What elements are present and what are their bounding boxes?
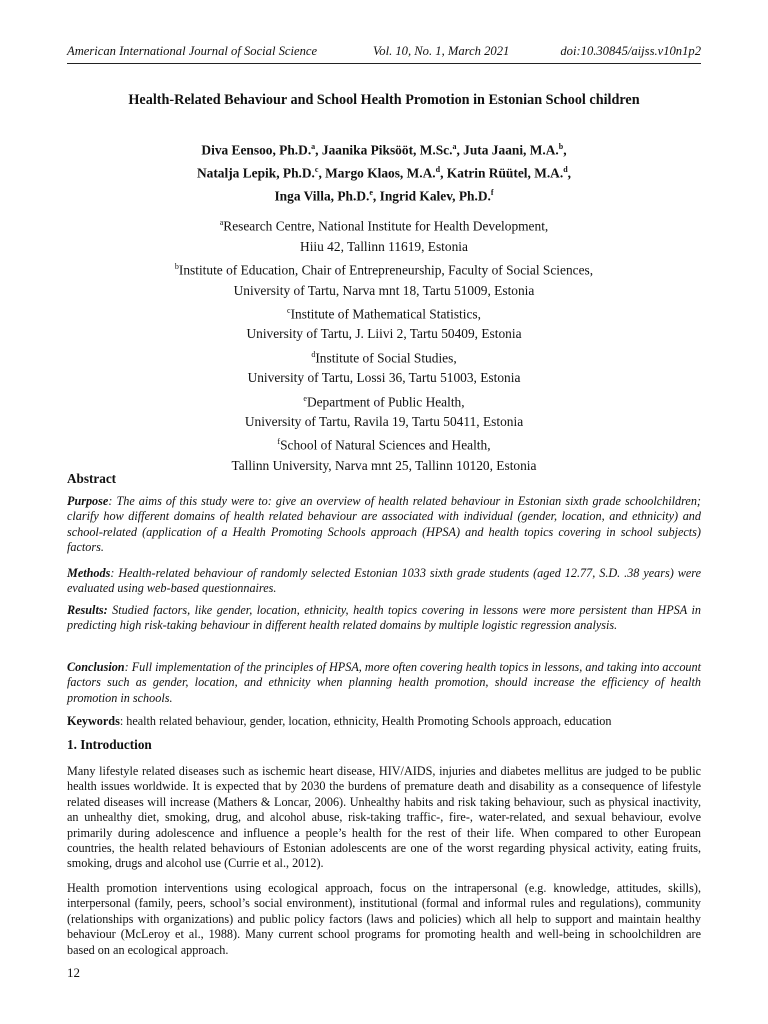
affiliation-list	[40, 213, 728, 476]
conclusion-text: : Full implementation of the principles of HPSA, more often covering health topics in lessons, and taking into account factors such as gender, location, and ethnicity when planning health promotion, should increase the efficiency of health promotion in schools.	[67, 660, 701, 705]
doi-label: doi:10.30845/aijss.v10n1p2	[560, 44, 701, 58]
abstract-conclusion	[67, 660, 701, 706]
affiliation-line: Tallinn University, Narva mnt 25, Tallinn 10120, Estonia	[231, 458, 537, 474]
author-name: Katrin Rüütel, M.A.	[446, 165, 564, 181]
affiliation-mark: d	[311, 349, 316, 359]
affiliation-c	[40, 301, 728, 345]
affiliation-line: University of Tartu, Narva mnt 18, Tartu 51009, Estonia	[233, 282, 535, 298]
abstract-purpose	[67, 494, 701, 555]
keywords-text: : health related behaviour, gender, location, ethnicity, Health Promoting Schools approach, education	[119, 714, 612, 728]
affiliation-line: Institute of Mathematical Statistics,	[290, 306, 481, 322]
affiliation-mark: b	[174, 261, 179, 271]
author-name: Margo Klaos, M.A.	[325, 165, 436, 181]
methods-text: : Health-related behaviour of randomly selected Estonian 1033 sixth grade students (aged 12.77, S.D. .38 years) were evaluated using web-based questionnaires.	[67, 566, 701, 596]
author-separator: ,	[456, 142, 464, 158]
author-name: Natalja Lepik, Ph.D.	[196, 165, 315, 181]
author-affiliation-mark: a	[452, 142, 457, 151]
affiliation-line: Hiiu 42, Tallinn 11619, Estonia	[300, 238, 468, 254]
results-label: Results:	[67, 603, 108, 617]
author-separator: ,	[567, 165, 572, 181]
keywords-line	[67, 714, 701, 729]
affiliation-d	[40, 345, 728, 389]
author-name: Jaanika Piksööt, M.Sc.	[321, 142, 453, 158]
paper-title: Health-Related Behaviour and School Health Promotion in Estonian School children	[128, 92, 640, 108]
author-line	[40, 183, 728, 206]
purpose-text: : The aims of this study were to: give an overview of health related behaviour in Estonian sixth grade schoolchildren; clarify how different domains of health related behaviour are associated with individual (gender, location, and ethnicity) and school-related (application of a Health Promoting Schools approach (HPSA) and health topics covering in school subjects) factors.	[67, 494, 701, 554]
header-divider	[67, 63, 701, 64]
author-name: Diva Eensoo, Ph.D.	[201, 142, 312, 158]
purpose-label: Purpose	[67, 494, 109, 508]
author-affiliation-mark: d	[435, 164, 441, 174]
running-header	[67, 44, 701, 62]
affiliation-b	[40, 257, 728, 301]
author-affiliation-mark: e	[369, 187, 373, 197]
page-number: 12	[67, 965, 80, 980]
author-separator: ,	[563, 142, 567, 158]
author-line	[40, 137, 728, 160]
author-separator: ,	[318, 165, 326, 181]
affiliation-line: Research Centre, National Institute for Health Development,	[223, 218, 549, 234]
author-name: Ingrid Kalev, Ph.D.	[379, 188, 491, 204]
author-name: Juta Jaani, M.A.	[463, 142, 559, 158]
abstract-heading: Abstract	[67, 471, 117, 486]
keywords-label: Keywords	[67, 714, 120, 728]
affiliation-line: Institute of Education, Chair of Entrepreneurship, Faculty of Social Sciences,	[178, 262, 594, 278]
affiliation-e	[40, 389, 728, 433]
author-separator: ,	[440, 165, 447, 181]
affiliation-line: University of Tartu, Lossi 36, Tartu 51003, Estonia	[247, 370, 521, 386]
results-text: Studied factors, like gender, location, ethnicity, health topics covering in lessons were more persistent than HPSA in predicting high risk-taking behaviour in different health related domains by multiple logistic regression analysis.	[67, 603, 701, 633]
conclusion-label: Conclusion	[67, 660, 125, 674]
affiliation-a	[40, 213, 728, 257]
journal-name: American International Journal of Social Science	[67, 44, 318, 58]
affiliation-line: Institute of Social Studies,	[315, 350, 457, 366]
author-separator: ,	[372, 188, 380, 204]
affiliation-mark: c	[287, 305, 291, 315]
introduction-paragraph-2: Health promotion interventions using ecological approach, focus on the intrapersonal (e.g. knowledge, attitudes, skills), interpersonal (family, peers, school’s social environment), institutional (formal and informal rules and regulations), community (relationships with organizations) and public policy factors (laws and policies) which all help to support and maintain healthy behaviour (McLeroy et al., 1988). Many current school programs for promoting health and well-being in schoolchildren are based on an ecological approach.	[67, 881, 701, 957]
affiliation-f	[40, 432, 728, 476]
abstract-methods	[67, 566, 701, 597]
affiliation-line: School of Natural Sciences and Health,	[280, 437, 491, 453]
author-affiliation-mark: c	[314, 164, 319, 174]
methods-label: Methods	[67, 566, 111, 580]
author-list	[40, 137, 728, 206]
volume-info: Vol. 10, No. 1, March 2021	[373, 44, 510, 58]
affiliation-mark: f	[277, 437, 281, 447]
affiliation-line: University of Tartu, J. Liivi 2, Tartu 50409, Estonia	[246, 326, 522, 342]
author-affiliation-mark: a	[311, 142, 316, 151]
author-affiliation-mark: f	[490, 187, 494, 197]
affiliation-line: Department of Public Health,	[306, 393, 465, 409]
author-affiliation-mark: d	[563, 164, 568, 174]
abstract-results	[67, 603, 701, 634]
author-separator: ,	[315, 142, 322, 158]
introduction-heading: 1. Introduction	[67, 737, 152, 752]
author-line	[40, 160, 728, 183]
affiliation-mark: a	[219, 218, 224, 227]
affiliation-mark: e	[303, 393, 307, 403]
affiliation-line: University of Tartu, Ravila 19, Tartu 50411, Estonia	[244, 414, 524, 430]
author-affiliation-mark: b	[558, 142, 564, 151]
introduction-paragraph-1: Many lifestyle related diseases such as ischemic heart disease, HIV/AIDS, injuries and diabetes mellitus are judged to be public health issues worldwide. It is expected that by 2030 the burdens of premature death and disability as a consequence of lifestyle related diseases will increase (Mathers & Loncar, 2006). Unhealthy habits and risk taking behaviour, such as physical inactivity, an unhealthy diet, smoking, drug, and alcohol abuse, risk-taking traffic-, fire-, water-related, and sexual behaviour, evolve primarily during adolescence and influence a people’s health for the rest of their life. When compared to other European countries, the health related behaviours of Estonian adolescents are one of the worst regarding physical activity, eating fruits, smoking, drugs and alcohol use (Currie et al., 2012).	[67, 764, 701, 871]
author-name: Inga Villa, Ph.D.	[274, 188, 370, 204]
